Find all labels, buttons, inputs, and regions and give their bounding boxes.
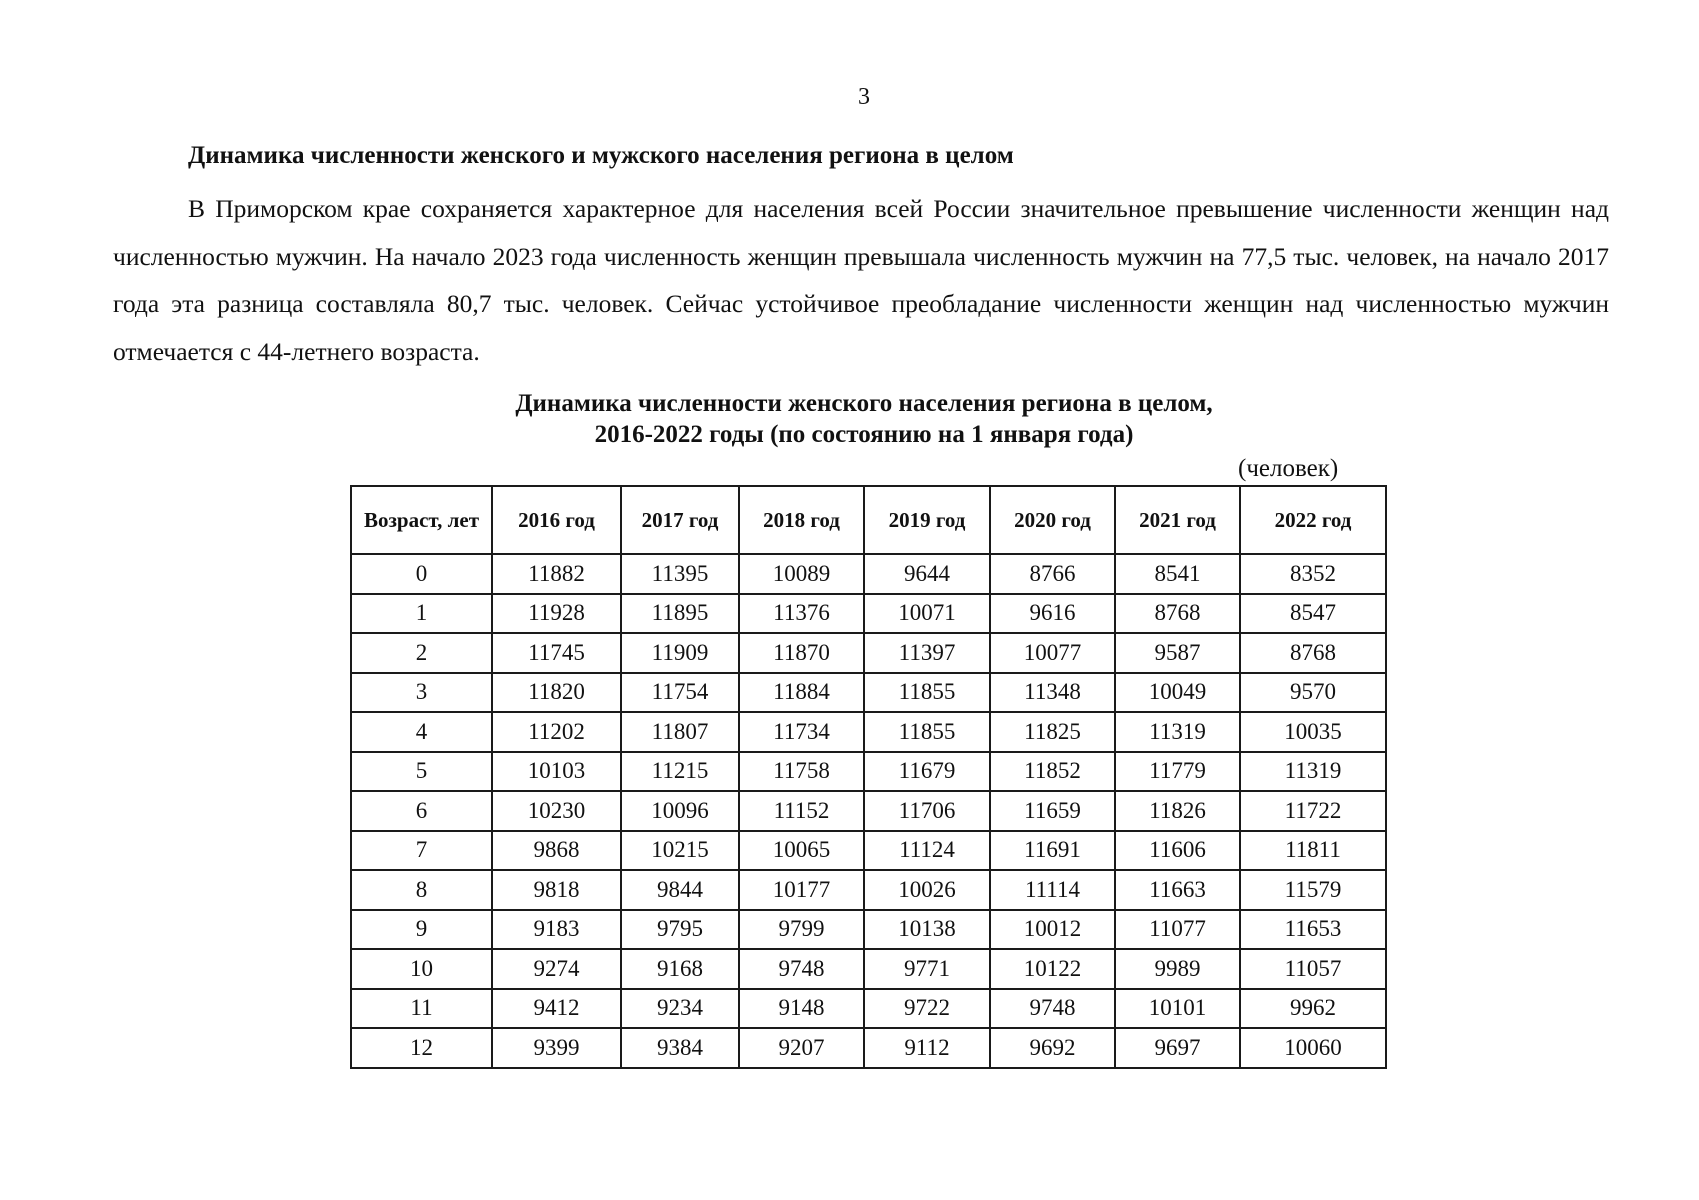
value-cell: 9412 [492,989,621,1029]
value-cell: 8541 [1115,554,1240,594]
age-cell: 0 [351,554,492,594]
value-cell: 11734 [739,712,864,752]
header-2020: 2020 год [990,486,1115,554]
value-cell: 11928 [492,594,621,634]
table-row [351,910,1386,950]
table-row [351,633,1386,673]
value-cell: 9570 [1240,673,1386,713]
value-cell: 11855 [864,712,990,752]
value-cell: 9722 [864,989,990,1029]
value-cell: 9384 [621,1028,739,1068]
table-title-line-1: Динамика численности женского населения региона в целом, [515,390,1213,417]
value-cell: 9183 [492,910,621,950]
value-cell: 11114 [990,870,1115,910]
value-cell: 9616 [990,594,1115,634]
table-title-line-2: 2016-2022 годы (по состоянию на 1 января года) [594,421,1134,448]
value-cell: 11691 [990,831,1115,871]
value-cell: 9818 [492,870,621,910]
value-cell: 9587 [1115,633,1240,673]
value-cell: 11376 [739,594,864,634]
table-row [351,831,1386,871]
table-row [351,594,1386,634]
table-row [351,949,1386,989]
age-cell: 4 [351,712,492,752]
value-cell: 9844 [621,870,739,910]
value-cell: 11722 [1240,791,1386,831]
value-cell: 9748 [990,989,1115,1029]
population-table [350,485,1387,1069]
value-cell: 9868 [492,831,621,871]
age-cell: 3 [351,673,492,713]
page-number: 3 [858,84,870,110]
value-cell: 9207 [739,1028,864,1068]
value-cell: 11852 [990,752,1115,792]
value-cell: 11319 [1115,712,1240,752]
value-cell: 11758 [739,752,864,792]
value-cell: 10060 [1240,1028,1386,1068]
value-cell: 11152 [739,791,864,831]
section-heading: Динамика численности женского и мужского населения региона в целом [188,142,1014,169]
value-cell: 10096 [621,791,739,831]
value-cell: 9748 [739,949,864,989]
value-cell: 10012 [990,910,1115,950]
value-cell: 11057 [1240,949,1386,989]
age-cell: 8 [351,870,492,910]
value-cell: 10026 [864,870,990,910]
value-cell: 10101 [1115,989,1240,1029]
table-row [351,1028,1386,1068]
header-2021: 2021 год [1115,486,1240,554]
table-row [351,989,1386,1029]
value-cell: 8352 [1240,554,1386,594]
age-cell: 6 [351,791,492,831]
value-cell: 9771 [864,949,990,989]
value-cell: 11653 [1240,910,1386,950]
value-cell: 11706 [864,791,990,831]
value-cell: 9234 [621,989,739,1029]
value-cell: 9644 [864,554,990,594]
value-cell: 9697 [1115,1028,1240,1068]
value-cell: 10049 [1115,673,1240,713]
value-cell: 9274 [492,949,621,989]
value-cell: 9148 [739,989,864,1029]
value-cell: 11825 [990,712,1115,752]
table-row [351,870,1386,910]
value-cell: 9168 [621,949,739,989]
value-cell: 9799 [739,910,864,950]
value-cell: 11395 [621,554,739,594]
value-cell: 10177 [739,870,864,910]
value-cell: 11895 [621,594,739,634]
value-cell: 11579 [1240,870,1386,910]
age-cell: 5 [351,752,492,792]
value-cell: 10122 [990,949,1115,989]
value-cell: 11745 [492,633,621,673]
value-cell: 9112 [864,1028,990,1068]
value-cell: 10071 [864,594,990,634]
value-cell: 11202 [492,712,621,752]
age-cell: 12 [351,1028,492,1068]
age-cell: 10 [351,949,492,989]
table-header-row [351,486,1386,554]
value-cell: 8547 [1240,594,1386,634]
value-cell: 10065 [739,831,864,871]
value-cell: 10215 [621,831,739,871]
value-cell: 9989 [1115,949,1240,989]
value-cell: 10089 [739,554,864,594]
table-row [351,752,1386,792]
table-units: (человек) [1238,455,1339,482]
body-paragraph: В Приморском крае сохраняется характерное для населения всей России значительное превышение численности женщин над численностью мужчин. На начало 2023 года численность женщин превышала численность мужчин на 77,5 тыс. человек, на начало 2017 года эта разница составляла 80,7 тыс. человек. Сейчас устойчивое преобладание численности женщин над численностью мужчин отмечается с 44-летнего возраста. [113,194,1609,366]
header-2022: 2022 год [1240,486,1386,554]
age-cell: 11 [351,989,492,1029]
header-2017: 2017 год [621,486,739,554]
header-2018: 2018 год [739,486,864,554]
value-cell: 9795 [621,910,739,950]
value-cell: 11754 [621,673,739,713]
value-cell: 9962 [1240,989,1386,1029]
table-body [351,554,1386,1068]
value-cell: 11124 [864,831,990,871]
header-age: Возраст, лет [351,486,492,554]
value-cell: 11319 [1240,752,1386,792]
value-cell: 11826 [1115,791,1240,831]
table-row [351,712,1386,752]
table-row [351,791,1386,831]
value-cell: 11870 [739,633,864,673]
value-cell: 10138 [864,910,990,950]
value-cell: 11855 [864,673,990,713]
age-cell: 9 [351,910,492,950]
value-cell: 10103 [492,752,621,792]
age-cell: 2 [351,633,492,673]
value-cell: 11606 [1115,831,1240,871]
value-cell: 11882 [492,554,621,594]
value-cell: 11820 [492,673,621,713]
value-cell: 11348 [990,673,1115,713]
value-cell: 8768 [1115,594,1240,634]
value-cell: 8768 [1240,633,1386,673]
header-2016: 2016 год [492,486,621,554]
value-cell: 9399 [492,1028,621,1068]
value-cell: 11215 [621,752,739,792]
table-title [0,388,1699,450]
value-cell: 11679 [864,752,990,792]
value-cell: 11077 [1115,910,1240,950]
age-cell: 1 [351,594,492,634]
value-cell: 11663 [1115,870,1240,910]
value-cell: 11659 [990,791,1115,831]
header-2019: 2019 год [864,486,990,554]
table-row [351,554,1386,594]
value-cell: 11811 [1240,831,1386,871]
value-cell: 10230 [492,791,621,831]
table-row [351,673,1386,713]
value-cell: 11909 [621,633,739,673]
value-cell: 11807 [621,712,739,752]
age-cell: 7 [351,831,492,871]
value-cell: 11779 [1115,752,1240,792]
value-cell: 10077 [990,633,1115,673]
value-cell: 8766 [990,554,1115,594]
value-cell: 10035 [1240,712,1386,752]
value-cell: 9692 [990,1028,1115,1068]
value-cell: 11884 [739,673,864,713]
value-cell: 11397 [864,633,990,673]
